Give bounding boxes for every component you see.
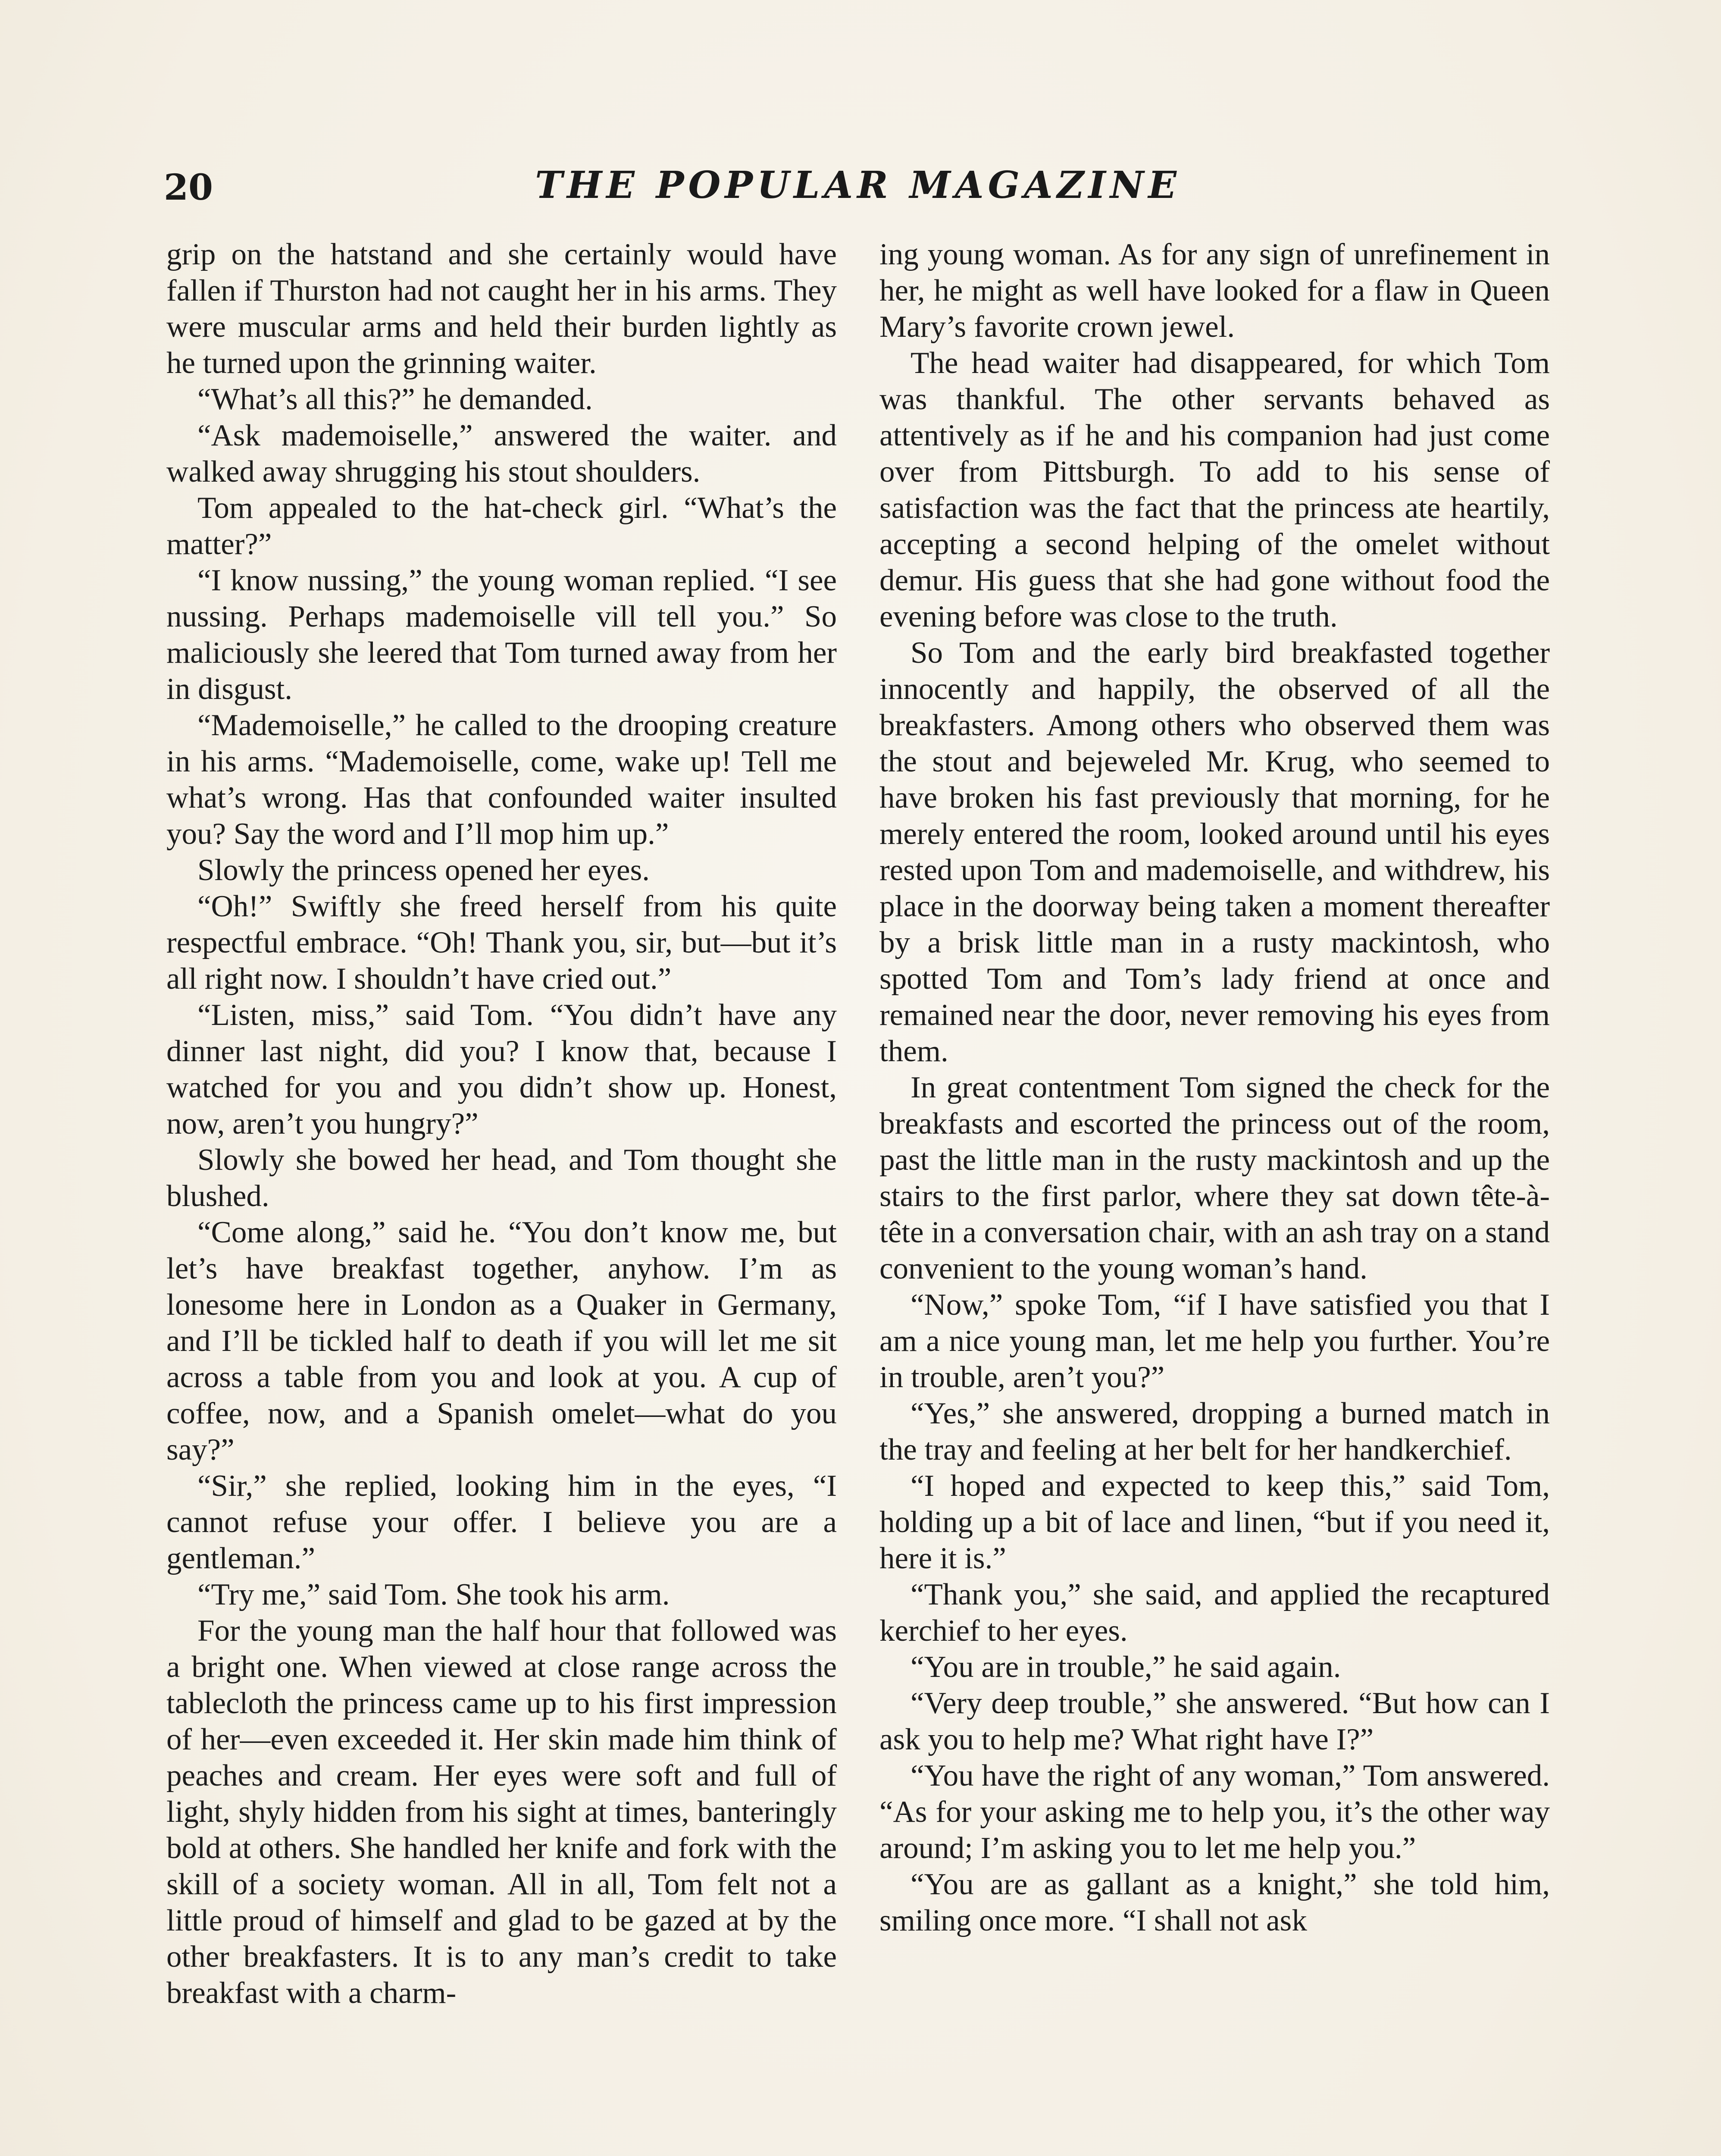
paragraph: So Tom and the early bird breakfasted together innocently and happily, the observed of all the breakfasters. Among others who observed them was the stout and bejeweled Mr. Krug, who seemed to have broken his fast previously that morning, for he merely entered the room, looked around until his eyes rested upon Tom and mademoiselle, and withdrew, his place in the doorway being taken a moment thereafter by a brisk little man in a rusty mackintosh, who spotted Tom and Tom’s lady friend at once and remained near the door, never removing his eyes from them. bbox=[879, 636, 1550, 1068]
paragraph: Slowly the princess opened her eyes. bbox=[197, 853, 650, 887]
paragraph: “Thank you,” she said, and applied the recaptured kerchief to her eyes. bbox=[879, 1578, 1550, 1648]
paragraph: Slowly she bowed her head, and Tom thought she blushed. bbox=[166, 1143, 837, 1213]
paragraph: “Yes,” she answered, dropping a burned match in the tray and feeling at her belt for her handkerchief. bbox=[879, 1397, 1550, 1467]
right-column bbox=[879, 236, 1550, 1939]
paragraph: “You are in trouble,” he said again. bbox=[911, 1650, 1341, 1684]
paragraph: “You are as gallant as a knight,” she told him, smiling once more. “I shall not ask bbox=[879, 1868, 1550, 1937]
paragraph: “Sir,” she replied, looking him in the eyes, “I cannot refuse your offer. I believe you are a gentleman.” bbox=[166, 1469, 837, 1575]
paragraph: “What’s all this?” he demanded. bbox=[197, 382, 593, 416]
paragraph: ing young woman. As for any sign of unrefinement in her, he might as well have looked for a flaw in Queen Mary’s favorite crown jewel. bbox=[879, 238, 1550, 344]
paragraph: “Ask mademoiselle,” answered the waiter. and walked away shrugging his stout shoulders. bbox=[166, 419, 837, 489]
page-header bbox=[164, 160, 1552, 216]
paragraph: In great contentment Tom signed the check for the breakfasts and escorted the princess out of the room, past the little man in the rusty mackintosh and up the stairs to the first parlor, where they sat down tête-à-tête in a conversation chair, with an ash tray on a stand convenient to the young woman’s hand. bbox=[879, 1071, 1550, 1285]
paragraph: “Try me,” said Tom. She took his arm. bbox=[197, 1578, 670, 1611]
paragraph: “I know nussing,” the young woman replied. “I see nussing. Perhaps mademoiselle vill tell you.” So maliciously she leered that Tom turned away from her in disgust. bbox=[166, 564, 837, 706]
paragraph: “Oh!” Swiftly she freed herself from his quite respectful embrace. “Oh! Thank you, sir, but—but it’s all right now. I shouldn’t have cried out.” bbox=[166, 890, 837, 996]
paragraph: grip on the hatstand and she certainly would have fallen if Thurston had not caught her in his arms. They were muscular arms and held their burden lightly as he turned upon the grinning waiter. bbox=[166, 238, 837, 380]
paragraph: “Listen, miss,” said Tom. “You didn’t have any dinner last night, did you? I know that, because I watched for you and you didn’t show up. Honest, now, aren’t you hungry?” bbox=[166, 998, 837, 1141]
paragraph: “I hoped and expected to keep this,” said Tom, holding up a bit of lace and linen, “but if you need it, here it is.” bbox=[879, 1469, 1550, 1575]
paragraph: Tom appealed to the hat-check girl. “What’s the matter?” bbox=[166, 491, 837, 561]
paragraph: “You have the right of any woman,” Tom answered. “As for your asking me to help you, it’s the other way around; I’m asking you to let me help you.” bbox=[879, 1759, 1550, 1865]
paragraph: “Very deep trouble,” she answered. “But how can I ask you to help me? What right have I?” bbox=[879, 1686, 1550, 1756]
paragraph: For the young man the half hour that followed was a bright one. When viewed at close range across the tablecloth the princess came up to his first impression of her—even exceeded it. Her skin made him think of peaches and cream. Her eyes were soft and full of light, shyly hidden from his sight at times, banteringly bold at others. She handled her knife and fork with the skill of a society woman. All in all, Tom felt not a little proud of himself and glad to be gazed at by the other breakfasters. It is to any man’s credit to take breakfast with a charm- bbox=[166, 1614, 837, 2010]
page-number: 20 bbox=[164, 167, 213, 208]
left-column bbox=[166, 236, 837, 2011]
running-title: THE POPULAR MAGAZINE bbox=[535, 163, 1181, 207]
paragraph: The head waiter had disappeared, for which Tom was thankful. The other servants behaved as attentively as if he and his companion had just come over from Pittsburgh. To add to his sense of satisfaction was the fact that the princess ate heartily, accepting a second helping of the omelet without demur. His guess that she had gone without food the evening before was close to the truth. bbox=[879, 346, 1550, 633]
paragraph: “Come along,” said he. “You don’t know me, but let’s have breakfast together, anyhow. I’m as lonesome here in London as a Quaker in Germany, and I’ll be tickled half to death if you will let me sit across a table from you and look at you. A cup of coffee, now, and a Spanish omelet—what do you say?” bbox=[166, 1216, 837, 1467]
paragraph: “Mademoiselle,” he called to the drooping creature in his arms. “Mademoiselle, come, wake up! Tell me what’s wrong. Has that confounded waiter insulted you? Say the word and I’ll mop him up.” bbox=[166, 708, 837, 851]
paragraph: “Now,” spoke Tom, “if I have satisfied you that I am a nice young man, let me help you further. You’re in trouble, aren’t you?” bbox=[879, 1288, 1550, 1394]
